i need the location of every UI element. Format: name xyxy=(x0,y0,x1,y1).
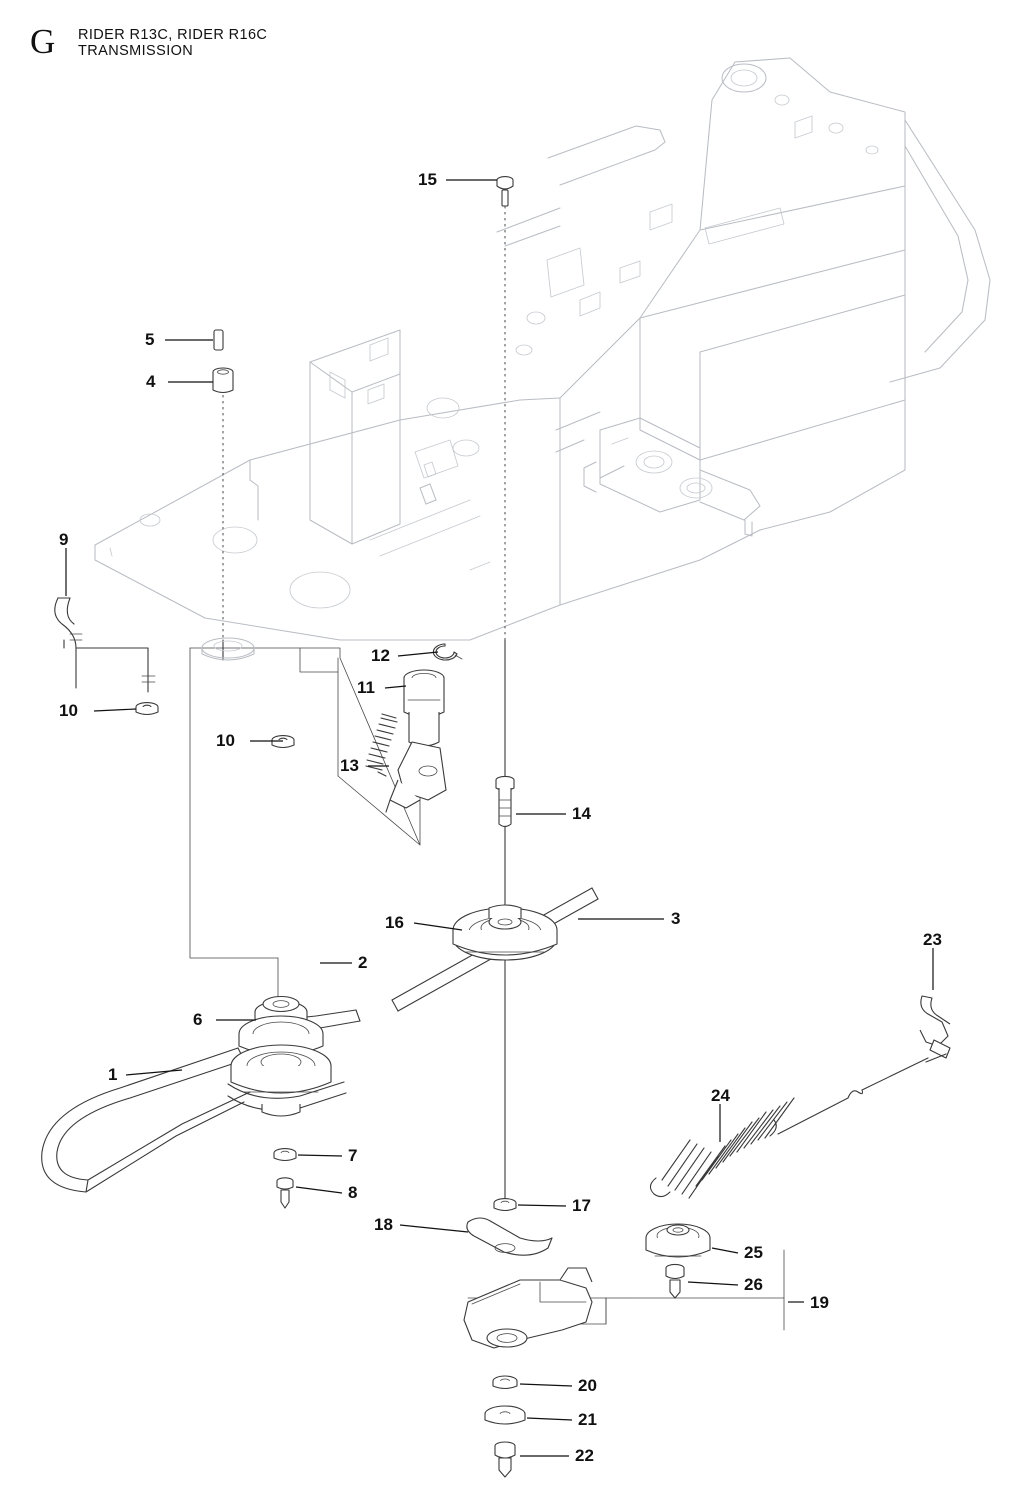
part-13-lever xyxy=(386,742,446,812)
part-9-hose xyxy=(55,598,155,692)
callout-12: 12 xyxy=(371,646,390,665)
callout-24: 24 xyxy=(711,1086,730,1105)
part-21-washer-large xyxy=(485,1406,525,1424)
callout-23: 23 xyxy=(923,930,942,949)
callout-16: 16 xyxy=(385,913,404,932)
part-25-pulley xyxy=(646,1224,710,1257)
part-4-spacer xyxy=(213,368,233,393)
part-18-fork xyxy=(467,1218,552,1255)
callout-5: 5 xyxy=(145,330,155,349)
callout-22: 22 xyxy=(575,1446,594,1465)
left-hub-ghost xyxy=(202,638,254,660)
callout-10-left: 10 xyxy=(59,701,78,720)
part-23-hook xyxy=(920,996,950,1062)
part-19-bracket xyxy=(464,1268,592,1348)
callout-26: 26 xyxy=(744,1275,763,1294)
part-10-washer-left xyxy=(136,703,158,715)
callout-25: 25 xyxy=(744,1243,763,1262)
callout-2: 2 xyxy=(358,953,368,972)
callout-6: 6 xyxy=(193,1010,203,1029)
callout-1: 1 xyxy=(108,1065,118,1084)
callout-20: 20 xyxy=(578,1376,597,1395)
callout-9: 9 xyxy=(59,530,69,549)
model-line: RIDER R13C, RIDER R16C xyxy=(78,27,268,43)
callout-10-right: 10 xyxy=(216,731,235,750)
part-24-spring-rod xyxy=(650,1058,928,1198)
part-13-spring xyxy=(366,714,397,776)
callout-11: 11 xyxy=(357,678,375,697)
callout-4: 4 xyxy=(146,372,156,391)
part-24-spring-coils xyxy=(650,1098,794,1198)
callout-3: 3 xyxy=(671,909,681,928)
part-22-bolt xyxy=(495,1442,515,1477)
part-11-bushing xyxy=(404,670,444,746)
part-26-bolt xyxy=(666,1264,684,1298)
callout-8: 8 xyxy=(348,1183,358,1202)
callout-17: 17 xyxy=(572,1196,591,1215)
subtitle-line: TRANSMISSION xyxy=(78,43,194,59)
part-5-pin xyxy=(214,330,223,350)
callout-18: 18 xyxy=(374,1215,393,1234)
callout-19: 19 xyxy=(810,1293,829,1312)
callout-15: 15 xyxy=(418,170,437,189)
callout-21: 21 xyxy=(578,1410,597,1429)
part-20-washer xyxy=(493,1376,517,1389)
callout-7: 7 xyxy=(348,1146,358,1165)
callout-13: 13 xyxy=(340,756,359,775)
part-8-screw xyxy=(277,1178,293,1208)
part-7-washer xyxy=(274,1149,296,1161)
part-15-bolt xyxy=(497,177,513,206)
callout-14: 14 xyxy=(572,804,591,823)
part-14-bolt xyxy=(496,776,514,826)
part-17-washer xyxy=(494,1199,516,1211)
chassis-ghost-outline xyxy=(95,58,990,640)
section-letter: G xyxy=(30,22,56,61)
part-16-pulley xyxy=(453,905,557,960)
